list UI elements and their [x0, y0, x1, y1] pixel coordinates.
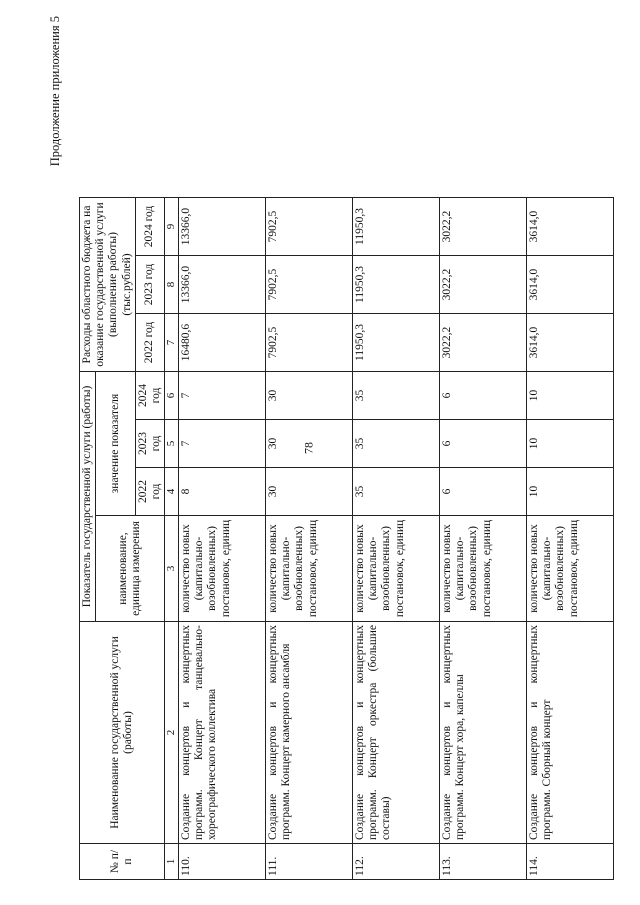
column-index: 7: [165, 314, 179, 372]
service-name: Создание концертов и концертных программ. Концерт хора, капеллы: [439, 622, 526, 844]
budget-2022: 16480,6: [178, 314, 265, 372]
budget-2023: 13366,0: [178, 256, 265, 314]
budget-2024: 7902,5: [265, 198, 352, 256]
page-number: 78: [301, 442, 316, 454]
column-index: 1: [165, 844, 179, 880]
value-2023: 30: [265, 420, 352, 468]
table-row: [526, 198, 613, 880]
service-name: Создание концертов и концертных программ. Сборный концерт: [526, 622, 613, 844]
indicator-unit: количество новых (капитально-возобновленных) постановок, единиц: [265, 516, 352, 622]
column-index: 9: [165, 198, 179, 256]
header-num: № п/п: [80, 844, 165, 880]
service-name: Создание концертов и концертных программ. Концерт танцевально-хореографического коллектива: [178, 622, 265, 844]
header-unit: наименование, единица измерения: [96, 516, 165, 622]
indicator-unit: количество новых (капитально-возобновленных) постановок, единиц: [439, 516, 526, 622]
value-2024: 7: [178, 372, 265, 420]
header-budget-2023: 2023 год: [135, 256, 164, 314]
column-index: 4: [165, 468, 179, 516]
value-2024: 30: [265, 372, 352, 420]
table-row: [178, 198, 265, 880]
budget-2024: 3022,2: [439, 198, 526, 256]
value-2022: 6: [439, 468, 526, 516]
budget-2024: 3614,0: [526, 198, 613, 256]
header-value-group: значение показателя: [96, 372, 136, 516]
value-2022: 10: [526, 468, 613, 516]
value-2024: 10: [526, 372, 613, 420]
header-value-2024: 2024 год: [135, 372, 164, 420]
column-index: 8: [165, 256, 179, 314]
value-2023: 10: [526, 420, 613, 468]
column-index: 2: [165, 622, 179, 844]
table-row: [352, 198, 439, 880]
header-budget-2024: 2024 год: [135, 198, 164, 256]
indicator-unit: количество новых (капитально-возобновленных) постановок, единиц: [352, 516, 439, 622]
column-index: 6: [165, 372, 179, 420]
row-number: 110.: [178, 844, 265, 880]
row-number: 112.: [352, 844, 439, 880]
header-value-2023: 2023 год: [135, 420, 164, 468]
column-index: 3: [165, 516, 179, 622]
value-2024: 35: [352, 372, 439, 420]
column-index: 5: [165, 420, 179, 468]
header-budget-2022: 2022 год: [135, 314, 164, 372]
budget-2023: 3022,2: [439, 256, 526, 314]
budget-2022: 3614,0: [526, 314, 613, 372]
column-index-row: [165, 198, 179, 880]
appendix-caption: Продолжение приложения 5: [48, 16, 62, 167]
indicator-unit: количество новых (капитально-возобновленных) постановок, единиц: [178, 516, 265, 622]
value-2022: 35: [352, 468, 439, 516]
table-row: [265, 198, 352, 880]
value-2022: 8: [178, 468, 265, 516]
row-number: 113.: [439, 844, 526, 880]
budget-2024: 13366,0: [178, 198, 265, 256]
header-indicator-group: Показатель государственной услуги (работы): [80, 372, 96, 622]
header-value-2022: 2022 год: [135, 468, 164, 516]
header-budget-group: Расходы областного бюджета на оказание государственной услуги (выполнение работы) (тыс.рублей): [80, 198, 136, 372]
value-2022: 30: [265, 468, 352, 516]
table-row: [439, 198, 526, 880]
indicator-unit: количество новых (капитально-возобновленных) постановок, единиц: [526, 516, 613, 622]
budget-2022: 11950,3: [352, 314, 439, 372]
row-number: 111.: [265, 844, 352, 880]
row-number: 114.: [526, 844, 613, 880]
budget-2023: 7902,5: [265, 256, 352, 314]
budget-2023: 11950,3: [352, 256, 439, 314]
service-name: Создание концертов и концертных программ. Концерт камерного ансамбля: [265, 622, 352, 844]
header-name: Наименование государственной услуги (работы): [80, 622, 165, 844]
budget-2022: 7902,5: [265, 314, 352, 372]
value-2024: 6: [439, 372, 526, 420]
budget-2022: 3022,2: [439, 314, 526, 372]
value-2023: 7: [178, 420, 265, 468]
budget-2023: 3614,0: [526, 256, 613, 314]
service-name: Создание концертов и концертных программ. Концерт оркестра (большие составы): [352, 622, 439, 844]
budget-table: [79, 197, 614, 880]
budget-2024: 11950,3: [352, 198, 439, 256]
value-2023: 35: [352, 420, 439, 468]
value-2023: 6: [439, 420, 526, 468]
